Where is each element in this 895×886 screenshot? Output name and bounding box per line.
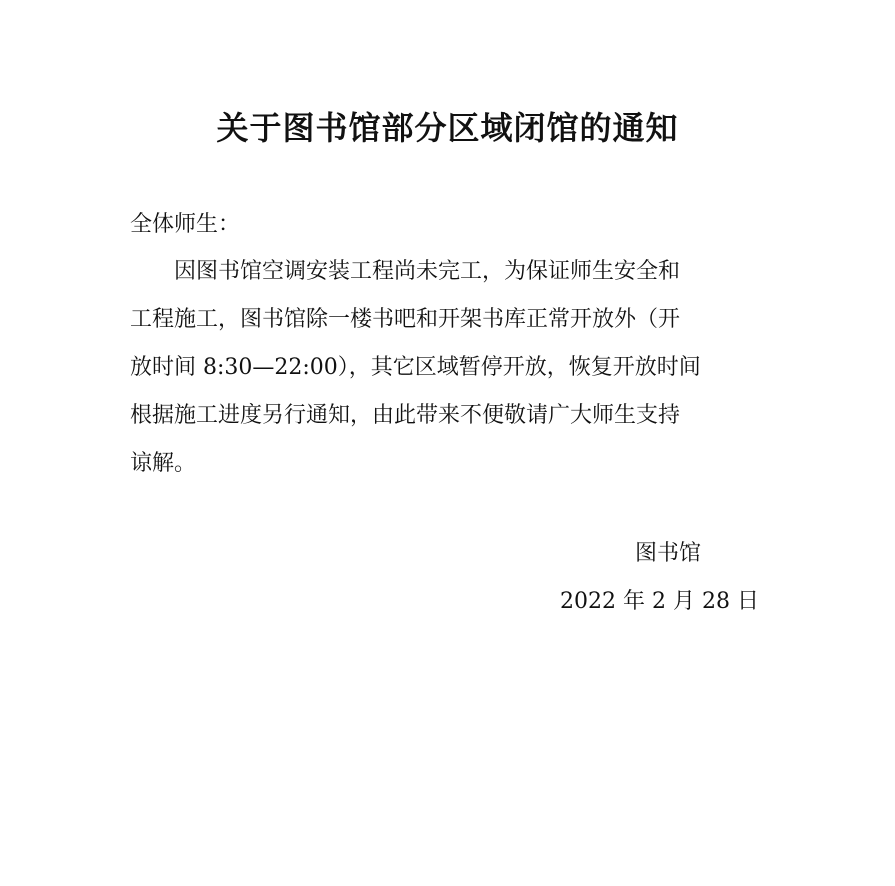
notice-body bbox=[130, 248, 762, 488]
signature-org: 图书馆 bbox=[634, 541, 701, 566]
salutation: 全体师生： bbox=[130, 212, 241, 237]
body-line: 工程施工，图书馆除一楼书吧和开架书库正常开放外（开 bbox=[130, 307, 681, 332]
body-line: 因图书馆空调安装工程尚未完工，为保证师生安全和 bbox=[174, 259, 681, 284]
signature-block bbox=[560, 530, 759, 626]
body-line: 放时间 8:30—22:00），其它区域暂停开放，恢复开放时间 bbox=[130, 355, 701, 380]
body-line: 谅解。 bbox=[130, 451, 197, 476]
body-line: 根据施工进度另行通知，由此带来不便敬请广大师生支持 bbox=[130, 403, 681, 428]
notice-title: 关于图书馆部分区域闭馆的通知 bbox=[216, 109, 679, 147]
signature-date: 2022 年 2 月 28 日 bbox=[560, 589, 759, 614]
